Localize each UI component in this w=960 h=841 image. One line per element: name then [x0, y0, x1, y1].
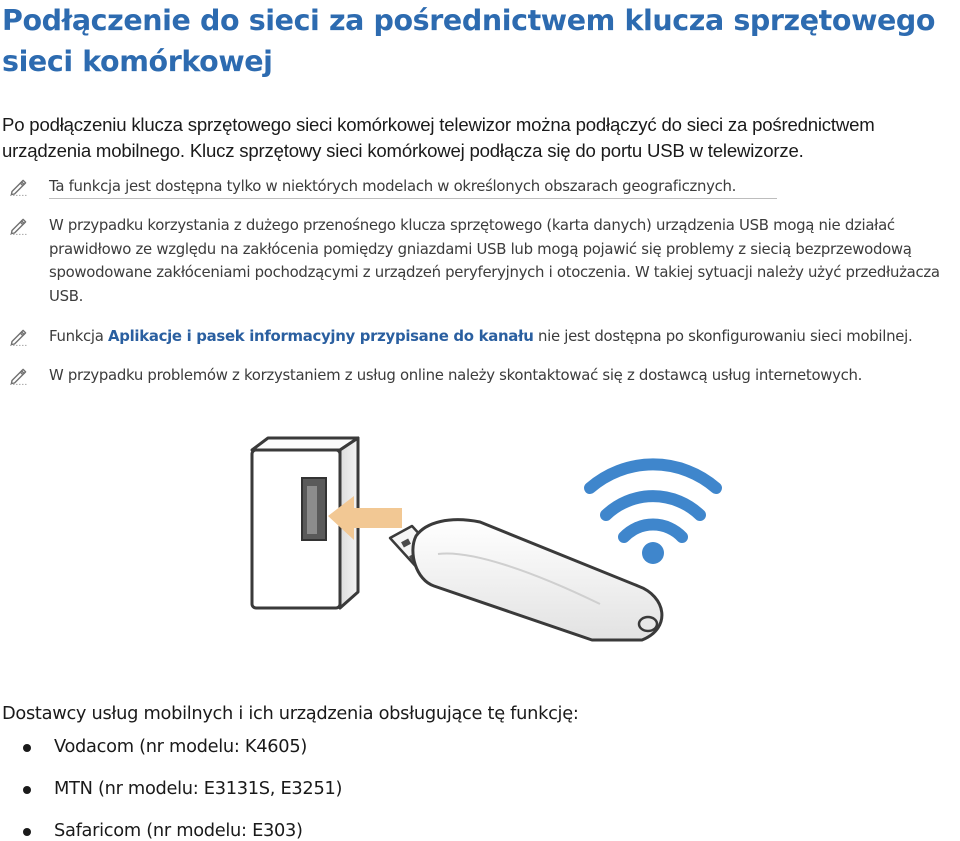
list-item [0, 819, 700, 841]
page-title: Podłączenie do sieci za pośrednictwem klucza sprzętowego sieci komórkowej [2, 4, 936, 78]
feature-name-highlight: Aplikacje i pasek informacyjny przypisane do kanału [108, 327, 534, 345]
wifi-dot [642, 542, 664, 564]
divider [49, 198, 777, 199]
vendor-text: Safaricom (nr modelu: E303) [54, 820, 303, 841]
note-text: Ta funkcja jest dostępna tylko w niektórych modelach w określonych obszarach geograficznych. [49, 177, 737, 195]
pencil-icon [8, 215, 28, 235]
note-suffix: nie jest dostępna po skonfigurowaniu sieci mobilnej. [533, 327, 913, 345]
usb-dongle-illustration [240, 436, 740, 646]
pencil-icon [8, 176, 28, 196]
list-item [0, 777, 700, 803]
note-text: W przypadku korzystania z dużego przenośnego klucza sprzętowego (karta danych) urządzenia USB mogą nie działać prawidłowo ze względu na zakłócenia pomiędzy gniazdami USB lub mogą pojawić się problemy z siecią bezprzewodową spowodowane zakłóceniami pochodzącymi z urządzeń peryferyjnych i otoczenia. W takiej sytuacji należy użyć przedłużacza USB. [49, 216, 940, 305]
note-text [49, 325, 959, 349]
pencil-icon [8, 326, 28, 346]
note-text: W przypadku problemów z korzystaniem z usług online należy skontaktować się z dostawcą usług internetowych. [49, 366, 863, 384]
list-item [0, 735, 700, 761]
vendor-text: MTN (nr modelu: E3131S, E3251) [54, 778, 343, 799]
intro-paragraph: Po podłączeniu klucza sprzętowego sieci komórkowej telewizor można podłączyć do sieci za pośrednictwem urządzenia mobilnego. Klucz sprzętowy sieci komórkowej podłącza się do portu USB w telewizorze. [2, 114, 875, 161]
vendor-text: Vodacom (nr modelu: K4605) [54, 736, 307, 757]
vendors-heading: Dostawcy usług mobilnych i ich urządzenia obsługujące tę funkcję: [2, 703, 579, 724]
note-prefix: Funkcja [49, 327, 109, 345]
wifi-icon [590, 464, 716, 537]
bullet-icon [23, 828, 31, 836]
bullet-icon [23, 744, 31, 752]
pencil-icon [8, 365, 28, 385]
bullet-icon [23, 786, 31, 794]
